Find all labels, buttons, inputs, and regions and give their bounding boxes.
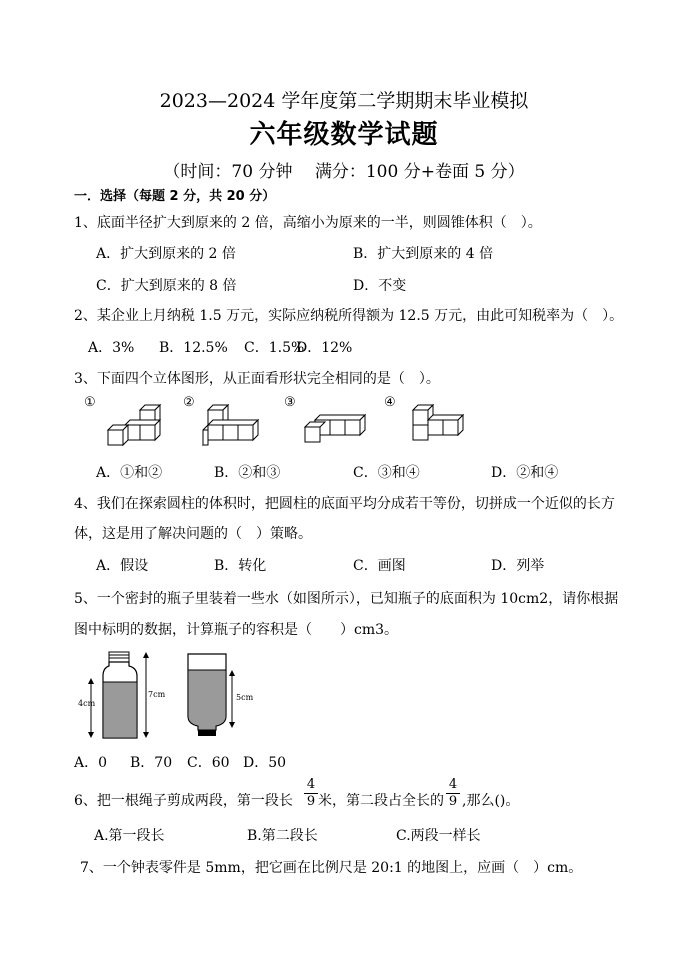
- figure-label-4: ④: [384, 395, 396, 410]
- fraction-four-ninths-1: [304, 778, 318, 809]
- q6-option-b: B.第二段长: [247, 828, 318, 844]
- q1-option-d: D．不变: [353, 278, 407, 294]
- q6-option-a: A.第一段长: [94, 828, 165, 844]
- fraction-2-denominator: 9: [448, 794, 458, 809]
- fraction-2-numerator: 4: [448, 777, 458, 792]
- q1-option-b: B．扩大到原来的 4 倍: [353, 246, 494, 262]
- q5-option-c: C．60: [187, 755, 230, 771]
- q4-option-d: D．列举: [491, 558, 545, 574]
- q4-option-a: A．假设: [96, 558, 149, 574]
- question-1: 1、底面半径扩大到原来的 2 倍，高缩小为原来的一半，则圆锥体积（ ）。: [74, 215, 542, 231]
- question-5-line-2: 图中标明的数据，计算瓶子的容积是（ ）cm3。: [74, 622, 399, 638]
- q2-option-a: A．3%: [88, 340, 135, 356]
- q5-option-d: D．50: [243, 755, 287, 771]
- question-6-part-1: 6、把一根绳子剪成两段，第一段长: [74, 793, 293, 809]
- cube-figure-2: [200, 400, 270, 450]
- fraction-1-numerator: 4: [306, 777, 316, 792]
- q1-option-c: C．扩大到原来的 8 倍: [96, 278, 237, 294]
- cube-figure-1: [100, 400, 170, 450]
- figure-label-1: ①: [84, 395, 96, 410]
- q3-option-a: A．①和②: [96, 465, 163, 481]
- dim-4cm-arrow: [86, 676, 96, 740]
- fraction-four-ninths-2: [446, 778, 460, 809]
- question-3: 3、下面四个立体图形，从正面看形状完全相同的是（ ）。: [74, 371, 440, 387]
- question-4-line-2: 体，这是用了解决问题的（ ）策略。: [74, 526, 312, 542]
- cube-figure-3: [300, 410, 380, 450]
- figure-label-2: ②: [183, 395, 195, 410]
- figure-label-3: ③: [284, 395, 296, 410]
- q3-option-b: B．②和③: [214, 465, 281, 481]
- section-heading: 一．选择（每题 2 分，共 20 分）: [74, 189, 276, 204]
- q2-option-c: C．1.5%: [244, 340, 305, 356]
- question-6-part-3: ,那么()。: [462, 793, 520, 809]
- q5-option-a: A．0: [74, 755, 108, 771]
- cube-figure-4: [405, 400, 475, 450]
- label-4cm: 4cm: [78, 699, 96, 708]
- question-7: 7、一个钟表零件是 5mm，把它画在比例尺是 20:1 的地图上，应画（ ）cm。: [80, 860, 583, 876]
- label-7cm: 7cm: [148, 690, 166, 699]
- q2-option-b: B．12.5%: [159, 340, 228, 356]
- q3-option-d: D．②和④: [491, 465, 559, 481]
- q4-option-c: C．画图: [353, 558, 406, 574]
- exam-subtitle: 2023—2024 学年度第二学期期末毕业模拟: [159, 90, 529, 112]
- q6-option-c: C.两段一样长: [396, 828, 481, 844]
- q2-option-d: D．12%: [296, 340, 353, 356]
- q3-option-c: C．③和④: [353, 465, 420, 481]
- q5-option-b: B．70: [130, 755, 173, 771]
- fraction-1-denominator: 9: [306, 794, 316, 809]
- question-6-part-2: 米，第二段占全长的: [318, 793, 444, 809]
- q1-option-a: A．扩大到原来的 2 倍: [96, 246, 236, 262]
- question-4-line-1: 4、我们在探索圆柱的体积时，把圆柱的底面平均分成若干等份，切拼成一个近似的长方: [74, 496, 615, 512]
- question-2: 2、某企业上月纳税 1.5 万元，实际应纳税所得额为 12.5 万元，由此可知税率为（ ）。: [74, 308, 624, 324]
- exam-title: 六年级数学试题: [249, 120, 439, 150]
- q4-option-b: B．转化: [214, 558, 267, 574]
- question-5-line-1: 5、一个密封的瓶子里装着一些水（如图所示），已知瓶子的底面积为 10cm2，请你根据: [74, 591, 619, 607]
- label-5cm: 5cm: [236, 693, 254, 702]
- exam-info: （时间：70 分钟 满分：100 分+卷面 5 分）: [163, 162, 525, 182]
